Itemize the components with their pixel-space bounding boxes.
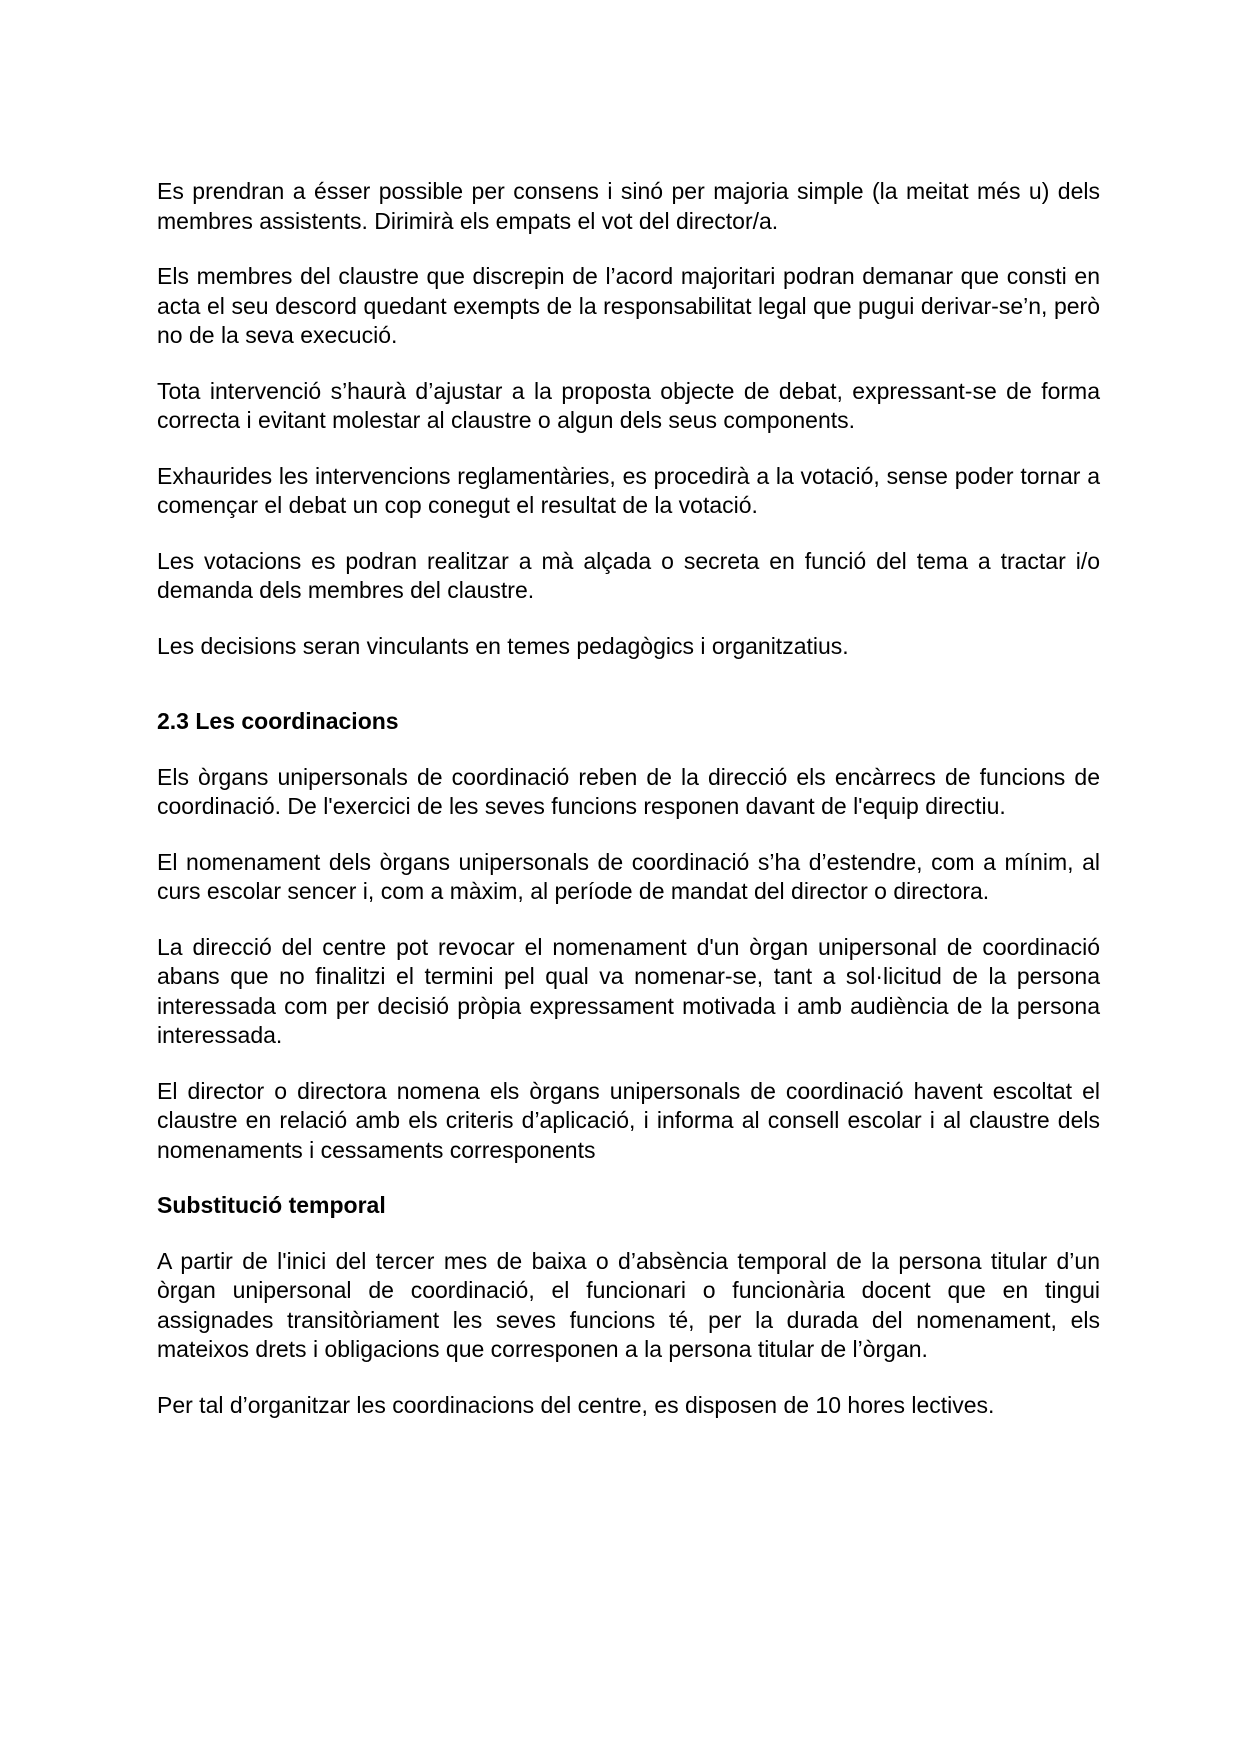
paragraph-decisions-vinculants: Les decisions seran vinculants en temes pedagògics i organitzatius.	[157, 632, 849, 659]
subsection-heading-substitucio-temporal: Substitució temporal	[157, 1192, 386, 1218]
paragraph-exhaurides-intervencions: Exhaurides les intervencions reglamentàries, es procedirà a la votació, sense poder tornar a començar el debat un cop conegut el resultat de la votació.	[157, 462, 1100, 518]
paragraph-10-hores-lectives: Per tal d’organitzar les coordinacions del centre, es disposen de 10 hores lectives.	[157, 1391, 995, 1418]
paragraph-director-nomena-organs: El director o directora nomena els òrgans unipersonals de coordinació havent escoltat el claustre en relació amb els criteris d’aplicació, i informa al consell escolar i al claustre dels nomenaments i cessaments corresponents	[157, 1077, 1100, 1163]
paragraph-substitucio-tercer-mes: A partir de l'inici del tercer mes de baixa o d’absència temporal de la persona titular d’un òrgan unipersonal de coordinació, el funcionari o funcionària docent que en tingui assignades transitòriament les seves funcions té, per la durada del nomenament, els mateixos drets i obligacions que corresponen a la persona titular de l’òrgan.	[157, 1247, 1100, 1362]
paragraph-votacions-ma-alcada: Les votacions es podran realitzar a mà alçada o secreta en funció del tema a tractar i/o demanda dels membres del claustre.	[157, 547, 1100, 603]
paragraph-nomenament-estendre: El nomenament dels òrgans unipersonals de coordinació s’ha d’estendre, com a mínim, al curs escolar sencer i, com a màxim, al període de mandat del director o directora.	[157, 848, 1100, 904]
paragraph-organs-unipersonals-reben: Els òrgans unipersonals de coordinació reben de la direcció els encàrrecs de funcions de coordinació. De l'exercici de les seves funcions responen davant de l'equip directiu.	[157, 763, 1100, 819]
section-heading-les-coordinacions: 2.3 Les coordinacions	[157, 708, 399, 734]
paragraph-membres-discrepin: Els membres del claustre que discrepin de l’acord majoritari podran demanar que consti en acta el seu descord quedant exempts de la responsabilitat legal que pugui derivar-se’n, però no de la seva execució.	[157, 263, 1100, 348]
paragraph-consens-majoria: Es prendran a ésser possible per consens i sinó per majoria simple (la meitat més u) dels membres assistents. Dirimirà els empats el vot del director/a.	[157, 178, 1100, 234]
paragraph-tota-intervencio: Tota intervenció s’haurà d’ajustar a la proposta objecte de debat, expressant-se de forma correcta i evitant molestar al claustre o algun dels seus components.	[157, 377, 1100, 433]
paragraph-direccio-pot-revocar: La direcció del centre pot revocar el nomenament d'un òrgan unipersonal de coordinació abans que no finalitzi el termini pel qual va nomenar-se, tant a sol·licitud de la persona interessada com per decisió pròpia expressament motivada i amb audiència de la persona interessada.	[157, 933, 1100, 1048]
